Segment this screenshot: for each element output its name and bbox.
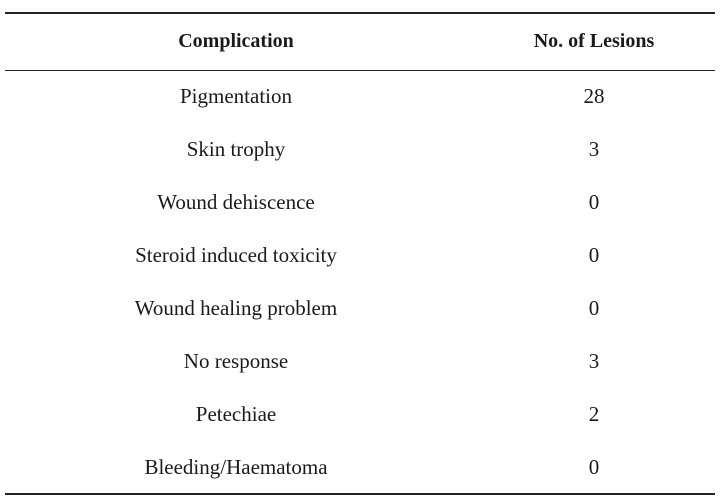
complications-table-container — [5, 12, 715, 495]
cell-complication: Wound dehiscence — [157, 190, 315, 214]
cell-complication: Skin trophy — [186, 137, 286, 161]
cell-complication: Bleeding/Haematoma — [5, 441, 481, 494]
cell-lesions: 0 — [588, 243, 600, 267]
table-row — [5, 176, 715, 229]
cell-lesions: 3 — [588, 137, 600, 161]
cell-lesions: 0 — [588, 190, 600, 214]
header-complication: Complication — [5, 13, 481, 70]
header-row — [5, 13, 715, 70]
cell-complication: Steroid induced toxicity — [135, 243, 337, 267]
complications-table — [5, 12, 715, 495]
cell-complication: Pigmentation — [180, 84, 292, 109]
table-row — [5, 441, 715, 494]
cell-complication: Petechiae — [195, 402, 277, 426]
cell-lesions: 2 — [588, 402, 600, 426]
table-body — [5, 70, 715, 494]
table-row — [5, 70, 715, 123]
header-lesions: No. of Lesions — [481, 13, 715, 70]
cell-complication: No response — [183, 349, 289, 373]
table-row — [5, 282, 715, 335]
table-header — [5, 13, 715, 70]
table-row — [5, 123, 715, 176]
table-row — [5, 388, 715, 441]
cell-lesions: 0 — [481, 441, 715, 494]
cell-lesions: 0 — [588, 296, 600, 320]
cell-lesions: 28 — [583, 84, 605, 109]
cell-lesions: 3 — [588, 349, 600, 373]
table-row — [5, 229, 715, 282]
table-row — [5, 335, 715, 388]
cell-complication: Wound healing problem — [134, 296, 338, 320]
